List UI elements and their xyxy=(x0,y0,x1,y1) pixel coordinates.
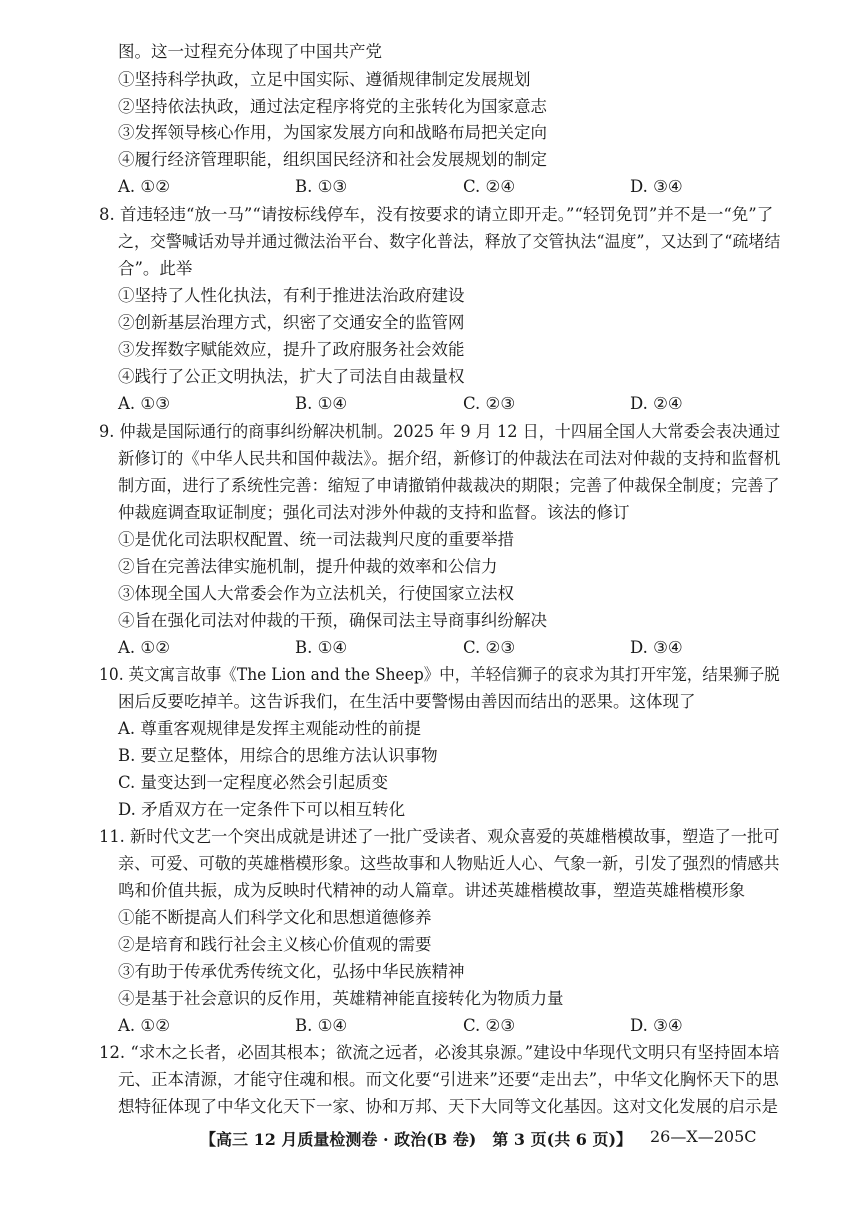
q8-choice-b: B. ①④ xyxy=(295,394,348,413)
q9-choice-d: D. ③④ xyxy=(630,638,683,657)
q12-stem-2: 元、正本清源，才能守住魂和根。而文化要“引进来”还要“走出去”，中华文化胸怀天下的思 xyxy=(118,1070,779,1089)
q8-stem-1: 8. 首违轻违“放一马”“请按标线停车，没有按要求的请立即开走。”“轻罚免罚”并不是一“免”了 xyxy=(99,205,774,224)
q9-stem-4: 仲裁庭调查取证制度；强化司法对涉外仲裁的支持和监督。该法的修订 xyxy=(118,503,630,522)
q12-stem-3: 想特征体现了中华文化天下一家、协和万邦、天下大同等文化基因。这对文化发展的启示是 xyxy=(118,1097,778,1116)
q11-option-4: ④是基于社会意识的反作用，英雄精神能直接转化为物质力量 xyxy=(118,989,564,1008)
q11-option-2: ②是培育和践行社会主义核心价值观的需要 xyxy=(118,935,432,954)
q9-choice-a: A. ①② xyxy=(118,638,170,657)
q8-option-3: ③发挥数字赋能效应，提升了政府服务社会效能 xyxy=(118,340,465,359)
q8-option-2: ②创新基层治理方式，织密了交通安全的监管网 xyxy=(118,313,465,332)
q11-choice-c: C. ②③ xyxy=(463,1016,516,1035)
q11-stem-3: 鸣和价值共振，成为反映时代精神的动人篇章。讲述英雄楷模故事，塑造英雄楷模形象 xyxy=(118,881,745,900)
q7-option-1: ①坚持科学执政，立足中国实际、遵循规律制定发展规划 xyxy=(118,70,531,89)
q7-option-4: ④履行经济管理职能，组织国民经济和社会发展规划的制定 xyxy=(118,150,547,169)
q10-option-a: A. 尊重客观规律是发挥主观能动性的前提 xyxy=(118,719,421,738)
q9-stem-1: 9. 仲裁是国际通行的商事纠纷解决机制。2025 年 9 月 12 日，十四届全国人大常委会表决通过 xyxy=(99,422,781,441)
q9-stem-3: 制方面，进行了系统性完善：缩短了申请撤销仲裁裁决的期限；完善了仲裁保全制度；完善了 xyxy=(118,476,780,495)
q10-stem-1: 10. 英文寓言故事《The Lion and the Sheep》中，羊轻信狮子的哀求为其打开牢笼，结果狮子脱 xyxy=(99,665,780,684)
q10-option-b: B. 要立足整体，用综合的思维方法认识事物 xyxy=(118,746,438,765)
q8-choice-c: C. ②③ xyxy=(463,394,516,413)
q9-choice-b: B. ①④ xyxy=(295,638,348,657)
q10-option-c: C. 量变达到一定程度必然会引起质变 xyxy=(118,773,389,792)
q7-option-3: ③发挥领导核心作用，为国家发展方向和战略布局把关定向 xyxy=(118,123,547,142)
q9-choice-c: C. ②③ xyxy=(463,638,516,657)
q8-choices xyxy=(118,392,758,416)
q8-choice-a: A. ①③ xyxy=(118,394,170,413)
q11-choice-a: A. ①② xyxy=(118,1016,170,1035)
q11-choices xyxy=(118,1014,758,1038)
q8-option-1: ①坚持了人性化执法，有利于推进法治政府建设 xyxy=(118,286,465,305)
q11-choice-b: B. ①④ xyxy=(295,1016,348,1035)
q10-stem-2: 困后反要吃掉羊。这告诉我们，在生活中要警惕由善因而结出的恶果。这体现了 xyxy=(118,692,696,711)
q12-stem-1: 12. “求木之长者，必固其根本；欲流之远者，必浚其泉源。”建设中华现代文明只有坚持固本培 xyxy=(99,1043,780,1062)
q7-choice-c: C. ②④ xyxy=(463,177,516,196)
q7-choice-b: B. ①③ xyxy=(295,177,348,196)
q9-option-4: ④旨在强化司法对仲裁的干预，确保司法主导商事纠纷解决 xyxy=(118,611,547,630)
q11-option-3: ③有助于传承优秀传统文化，弘扬中华民族精神 xyxy=(118,962,465,981)
q9-option-2: ②旨在完善法律实施机制，提升仲裁的效率和公信力 xyxy=(118,557,498,576)
q11-stem-1: 11. 新时代文艺一个突出成就是讲述了一批广受读者、观众喜爱的英雄楷模故事，塑造了一批可 xyxy=(99,827,780,846)
q7-stem-end: 图。这一过程充分体现了中国共产党 xyxy=(118,42,382,61)
q7-option-2: ②坚持依法执政，通过法定程序将党的主张转化为国家意志 xyxy=(118,97,547,116)
q11-stem-2: 亲、可爱、可敬的英雄楷模形象。这些故事和人物贴近人心、气象一新，引发了强烈的情感共 xyxy=(118,854,780,873)
page-footer-title: 【高三 12 月质量检测卷 · 政治(B 卷) 第 3 页(共 6 页)】 xyxy=(200,1130,633,1149)
q9-choices xyxy=(118,636,758,660)
q8-choice-d: D. ②④ xyxy=(630,394,683,413)
q8-stem-2: 之，交警喊话劝导并通过微法治平台、数字化普法，释放了交管执法“温度”，又达到了“疏堵结 xyxy=(118,232,781,251)
q11-option-1: ①能不断提高人们科学文化和思想道德修养 xyxy=(118,908,432,927)
q8-stem-3: 合”。此举 xyxy=(118,259,193,278)
q9-option-1: ①是优化司法职权配置、统一司法裁判尺度的重要举措 xyxy=(118,530,514,549)
q10-option-d: D. 矛盾双方在一定条件下可以相互转化 xyxy=(118,800,406,819)
q7-choice-d: D. ③④ xyxy=(630,177,683,196)
q9-stem-2: 新修订的《中华人民共和国仲裁法》。据介绍，新修订的仲裁法在司法对仲裁的支持和监督机 xyxy=(118,449,781,468)
q11-choice-d: D. ③④ xyxy=(630,1016,683,1035)
page-footer-code: 26—X—205C xyxy=(650,1127,757,1146)
q7-choices xyxy=(118,175,758,199)
q7-choice-a: A. ①② xyxy=(118,177,170,196)
q8-option-4: ④践行了公正文明执法，扩大了司法自由裁量权 xyxy=(118,367,465,386)
q9-option-3: ③体现全国人大常委会作为立法机关，行使国家立法权 xyxy=(118,584,514,603)
